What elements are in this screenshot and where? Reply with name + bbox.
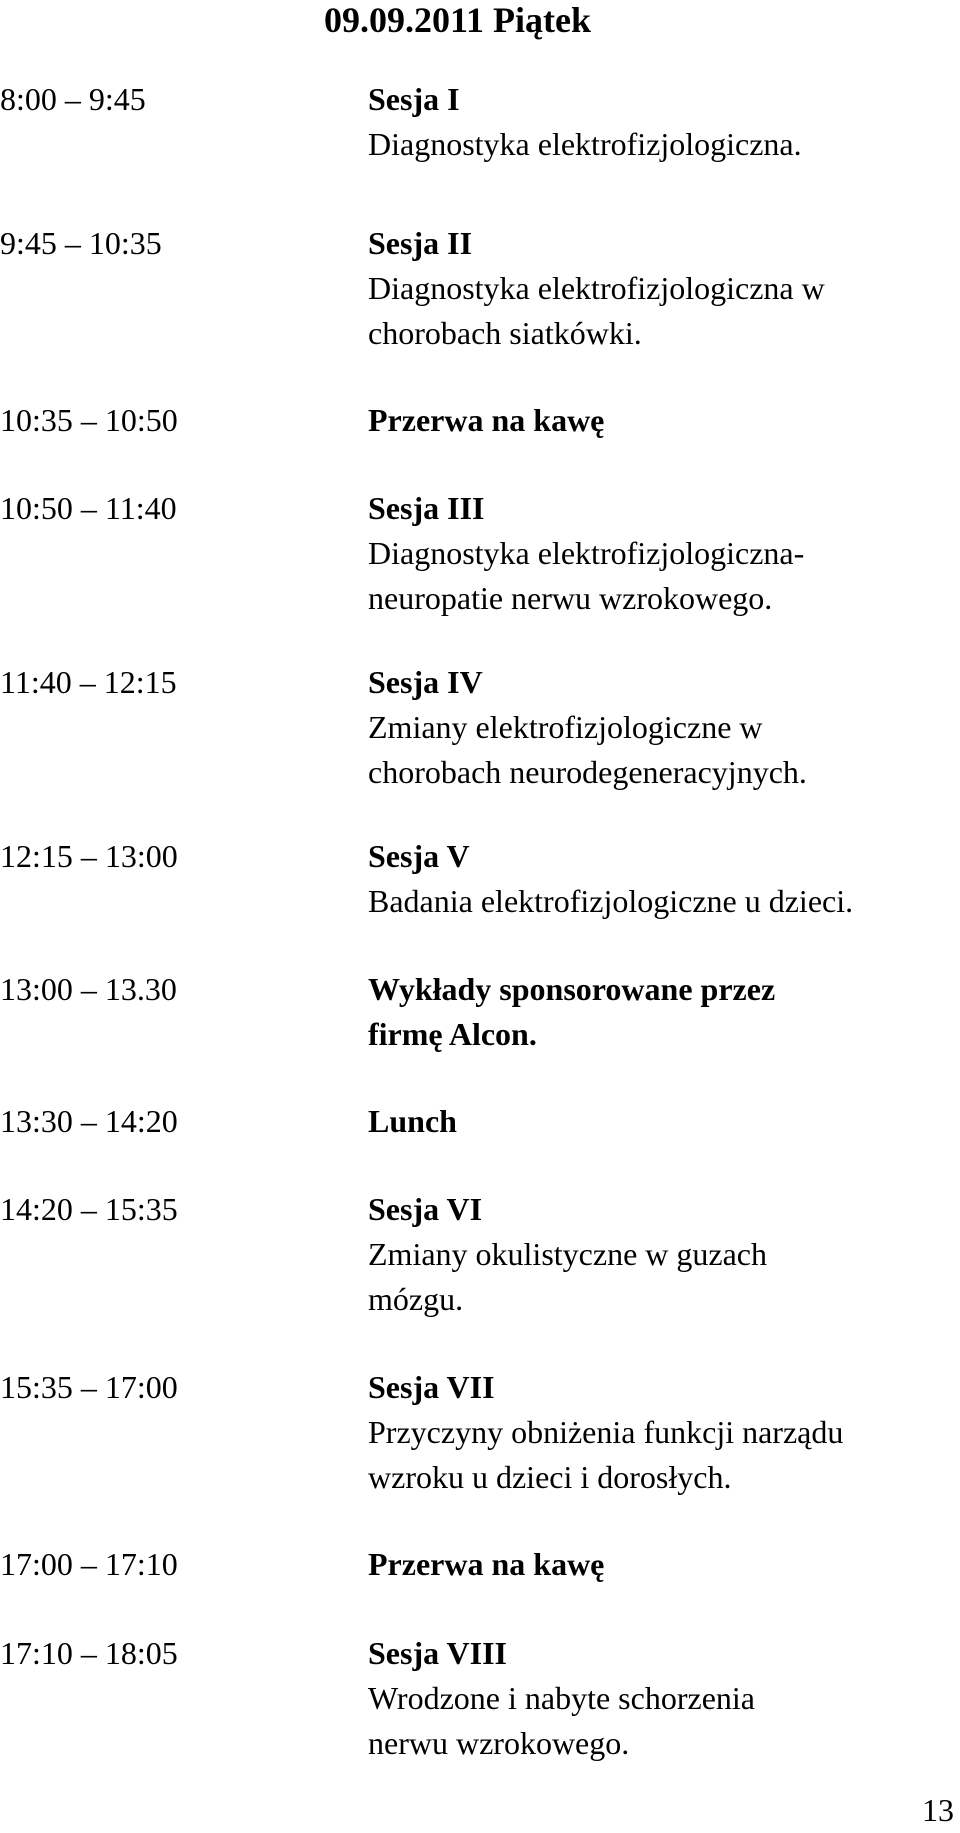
time-range: 15:35 – 17:00 bbox=[0, 1369, 178, 1405]
session-content bbox=[368, 398, 960, 443]
session-description: chorobach siatkówki. bbox=[368, 315, 642, 351]
session-description: Diagnostyka elektrofizjologiczna w bbox=[368, 270, 825, 306]
session-description: wzroku u dzieci i dorosłych. bbox=[368, 1459, 732, 1495]
session-description: Przyczyny obniżenia funkcji narządu bbox=[368, 1414, 844, 1450]
session-heading: Sesja I bbox=[368, 81, 460, 117]
session-content bbox=[368, 1099, 960, 1144]
time-range: 11:40 – 12:15 bbox=[0, 664, 177, 700]
session-description: Badania elektrofizjologiczne u dzieci. bbox=[368, 883, 854, 919]
session-heading: Sesja VII bbox=[368, 1369, 495, 1405]
time-range: 10:35 – 10:50 bbox=[0, 402, 178, 438]
session-content bbox=[368, 221, 960, 356]
session-content bbox=[368, 834, 960, 924]
time-range: 9:45 – 10:35 bbox=[0, 225, 162, 261]
session-description: Diagnostyka elektrofizjologiczna. bbox=[368, 126, 802, 162]
time-range: 10:50 – 11:40 bbox=[0, 490, 177, 526]
session-description: Diagnostyka elektrofizjologiczna- bbox=[368, 535, 805, 571]
session-description: mózgu. bbox=[368, 1281, 464, 1317]
time-range: 14:20 – 15:35 bbox=[0, 1191, 178, 1227]
session-description: Zmiany elektrofizjologiczne w bbox=[368, 709, 763, 745]
session-content bbox=[368, 967, 960, 1057]
session-heading: Przerwa na kawę bbox=[368, 402, 605, 438]
session-description: nerwu wzrokowego. bbox=[368, 1725, 630, 1761]
session-description: Zmiany okulistyczne w guzach bbox=[368, 1236, 767, 1272]
time-range: 12:15 – 13:00 bbox=[0, 838, 178, 874]
session-heading: Sesja II bbox=[368, 225, 473, 261]
page-title: 09.09.2011 Piątek bbox=[324, 0, 591, 40]
session-description: neuropatie nerwu wzrokowego. bbox=[368, 580, 773, 616]
session-heading: Sesja VIII bbox=[368, 1635, 507, 1671]
session-content bbox=[368, 1631, 960, 1766]
time-range: 13:30 – 14:20 bbox=[0, 1103, 178, 1139]
time-range: 13:00 – 13.30 bbox=[0, 971, 177, 1007]
session-heading: Sesja VI bbox=[368, 1191, 483, 1227]
session-content bbox=[368, 1542, 960, 1587]
session-heading: Sesja III bbox=[368, 490, 485, 526]
session-content bbox=[368, 77, 960, 167]
session-content bbox=[368, 1365, 960, 1500]
session-heading: Przerwa na kawę bbox=[368, 1546, 605, 1582]
session-content bbox=[368, 660, 960, 795]
session-heading: Wykłady sponsorowane przez bbox=[368, 971, 776, 1007]
time-range: 17:10 – 18:05 bbox=[0, 1635, 178, 1671]
time-range: 17:00 – 17:10 bbox=[0, 1546, 178, 1582]
page-number: 13 bbox=[922, 1792, 954, 1828]
session-heading: Lunch bbox=[368, 1103, 457, 1139]
session-description: Wrodzone i nabyte schorzenia bbox=[368, 1680, 755, 1716]
session-heading: Sesja IV bbox=[368, 664, 483, 700]
session-description: chorobach neurodegeneracyjnych. bbox=[368, 754, 807, 790]
session-heading: Sesja V bbox=[368, 838, 470, 874]
session-content bbox=[368, 1187, 960, 1322]
time-range: 8:00 – 9:45 bbox=[0, 81, 146, 117]
session-heading-continuation: firmę Alcon. bbox=[368, 1016, 537, 1052]
session-content bbox=[368, 486, 960, 621]
